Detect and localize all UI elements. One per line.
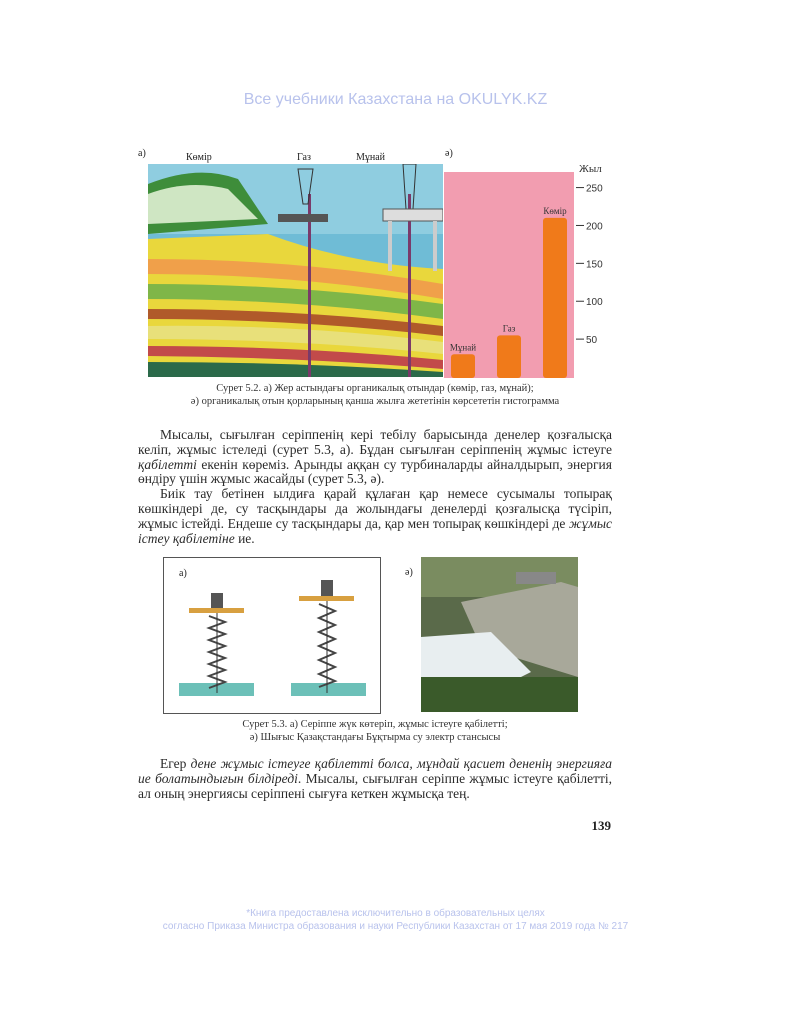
page-number: 139 bbox=[591, 818, 611, 833]
bar-0 bbox=[451, 354, 475, 378]
oil-label: Мұнай bbox=[356, 152, 386, 163]
footer-note-line2: согласно Приказа Министра образования и науки Республики Казахстан от 17 мая 2019 года № 217 bbox=[162, 921, 629, 932]
fuel-reserves-histogram bbox=[443, 160, 608, 378]
figure-5-3-caption bbox=[130, 718, 620, 744]
y-tick-label: 150 bbox=[586, 259, 603, 271]
bar-1 bbox=[497, 335, 521, 378]
springs-illustration bbox=[163, 557, 381, 714]
watermark-header: Все учебники Казахстана на OKULYK.KZ bbox=[243, 91, 548, 108]
underground-fuels-illustration bbox=[148, 164, 443, 377]
y-tick-label: 50 bbox=[586, 335, 598, 347]
figure-5-2-b-label: ә) bbox=[445, 148, 453, 159]
paragraph: Биік тау бетінен ылдиға қарай құлаған қар немесе сусымалы топырақ көшкіндері де, су тасқындары да жолындағы денелерді қозғалысқа түсіріп, жұмыс істейді. Ендеше су тасқындары да, қар мен топырақ көшкіндері де жұмыс істеу қабілетіне ие. bbox=[138, 486, 612, 546]
bar-2 bbox=[543, 218, 567, 378]
paragraph: Егер дене жұмыс істеуге қабілетті болса, мұндай қасиет дененің энергияға ие болатындығын білдіреді. Мысалы, сығылған серіппе жұмыс істеуге қабілетті, ал оның энергиясы серіппені сығуға кеткен жұмысқа тең. bbox=[138, 756, 612, 801]
figure-5-3-b-label: ә) bbox=[405, 567, 413, 578]
body-paragraphs bbox=[138, 428, 612, 546]
bar-label: Мұнай bbox=[449, 342, 477, 353]
figure-5-3-a-label: а) bbox=[179, 568, 187, 579]
gas-label: Газ bbox=[297, 152, 311, 163]
caption-line: ә) органикалық отын қорларының қанша жылға жететінін көрсететін гистограмма bbox=[190, 396, 560, 407]
caption-line: ә) Шығыс Қазақстандағы Бұқтырма су электр стансысы bbox=[249, 732, 501, 743]
body-paragraph-energy bbox=[138, 757, 612, 801]
figure-5-2-caption bbox=[130, 382, 620, 408]
coal-label: Көмір bbox=[186, 152, 212, 163]
bar-label: Көмір bbox=[543, 205, 567, 216]
y-tick-label: 100 bbox=[586, 297, 603, 309]
figure-5-2-a-label: а) bbox=[138, 148, 146, 159]
bar-label: Газ bbox=[502, 323, 516, 334]
y-tick-label: 200 bbox=[586, 221, 603, 233]
footer-note-line1: *Книга предоставлена исключительно в образовательных целях bbox=[246, 908, 545, 919]
caption-line: Сурет 5.3. а) Серіппе жүк көтеріп, жұмыс істеуге қабілетті; bbox=[242, 719, 508, 730]
paragraph: Мысалы, сығылған серіппенің кері тебілу барысында денелер қозғалысқа келіп, жұмыс істеледі (сурет 5.3, а). Бұдан сығылған серіппенің жұмыс істеуге қабілетті екенін көреміз. Арынды аққан су турбиналарды айналдырып, энергия өндіру үшін жұмыс жасайды (сурет 5.3, ә). bbox=[138, 427, 612, 487]
bukhtarma-dam-photo bbox=[421, 557, 578, 712]
y-tick-label: 250 bbox=[586, 183, 603, 195]
y-axis-label: Жыл bbox=[579, 163, 602, 175]
caption-line: Сурет 5.2. а) Жер астындағы органикалық отындар (көмір, газ, мұнай); bbox=[216, 383, 534, 394]
